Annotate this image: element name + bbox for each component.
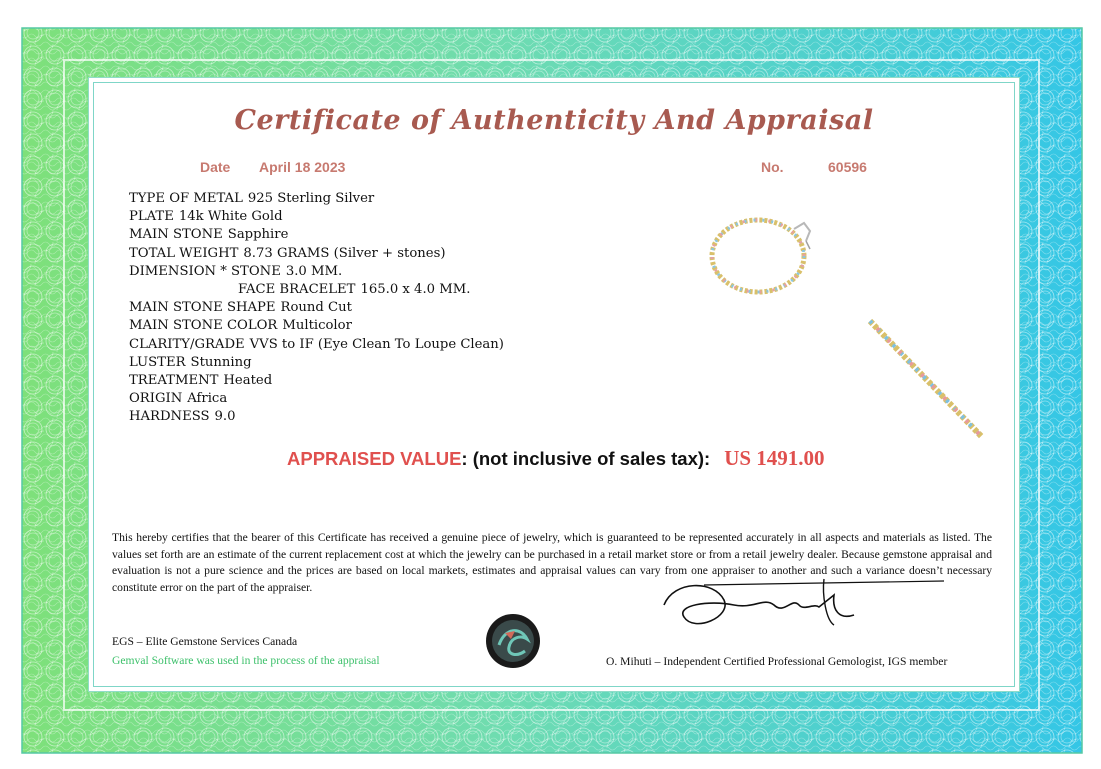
gemologist-signature	[654, 575, 954, 635]
bracelet-circle-image	[706, 201, 826, 301]
egs-seal-logo	[485, 613, 541, 669]
spec-row: TREATMENT Heated	[129, 373, 273, 389]
spec-row: MAIN STONE SHAPE Round Cut	[129, 300, 352, 316]
appraised-value-label: APPRAISED VALUE	[287, 448, 462, 469]
appraised-value-amount: US 1491.00	[724, 446, 825, 470]
spec-row: MAIN STONE Sapphire	[129, 227, 289, 243]
spec-row: PLATE 14k White Gold	[129, 209, 283, 225]
spec-row: FACE BRACELET 165.0 x 4.0 MM.	[238, 282, 471, 298]
certificate-title: Certificate of Authenticity And Appraisal	[234, 105, 874, 136]
company-name: EGS – Elite Gemstone Services Canada	[112, 635, 298, 648]
gemologist-credit: O. Mihuti – Independent Certified Professional Gemologist, IGS member	[606, 655, 948, 668]
spec-row: DIMENSION * STONE 3.0 MM.	[129, 263, 343, 279]
spec-row: LUSTER Stunning	[129, 354, 252, 370]
certification-text: This hereby certifies that the bearer of this Certificate has received a genuine piece of jewelry, which is guaranteed to be represented accurately in all aspects and materials as listed. The values set forth are an estimate of the current replacement cost at which the jewelry can be purchased in a retail market store or from a retail jewelry dealer. Because gemstone appraisal and evaluation is not a pure science and the prices are based on local markets, estimates and appraisal values can vary from one appraiser to another and such a variance doesn’t necessary constitute error on the part of the appraiser.	[112, 531, 992, 594]
appraised-value-note: : (not inclusive of sales tax):	[461, 448, 711, 469]
appraised-value-line	[287, 446, 825, 471]
certificate-body	[93, 82, 1015, 687]
spec-row: ORIGIN Africa	[129, 391, 228, 407]
date-value: April 18 2023	[259, 159, 346, 175]
specs-list	[129, 190, 504, 427]
software-note: Gemval Software was used in the process of the appraisal	[112, 654, 380, 667]
bracelet-line-image	[864, 315, 989, 445]
spec-row: HARDNESS 9.0	[129, 409, 236, 425]
spec-row: TYPE OF METAL 925 Sterling Silver	[129, 191, 375, 206]
number-value: 60596	[828, 159, 867, 175]
spec-row: CLARITY/GRADE VVS to IF (Eye Clean To Loupe Clean)	[129, 336, 504, 352]
spec-row: TOTAL WEIGHT 8.73 GRAMS (Silver + stones)	[129, 245, 446, 261]
number-label: No.	[761, 159, 784, 175]
date-label: Date	[200, 159, 231, 175]
spec-row: MAIN STONE COLOR Multicolor	[129, 318, 352, 334]
